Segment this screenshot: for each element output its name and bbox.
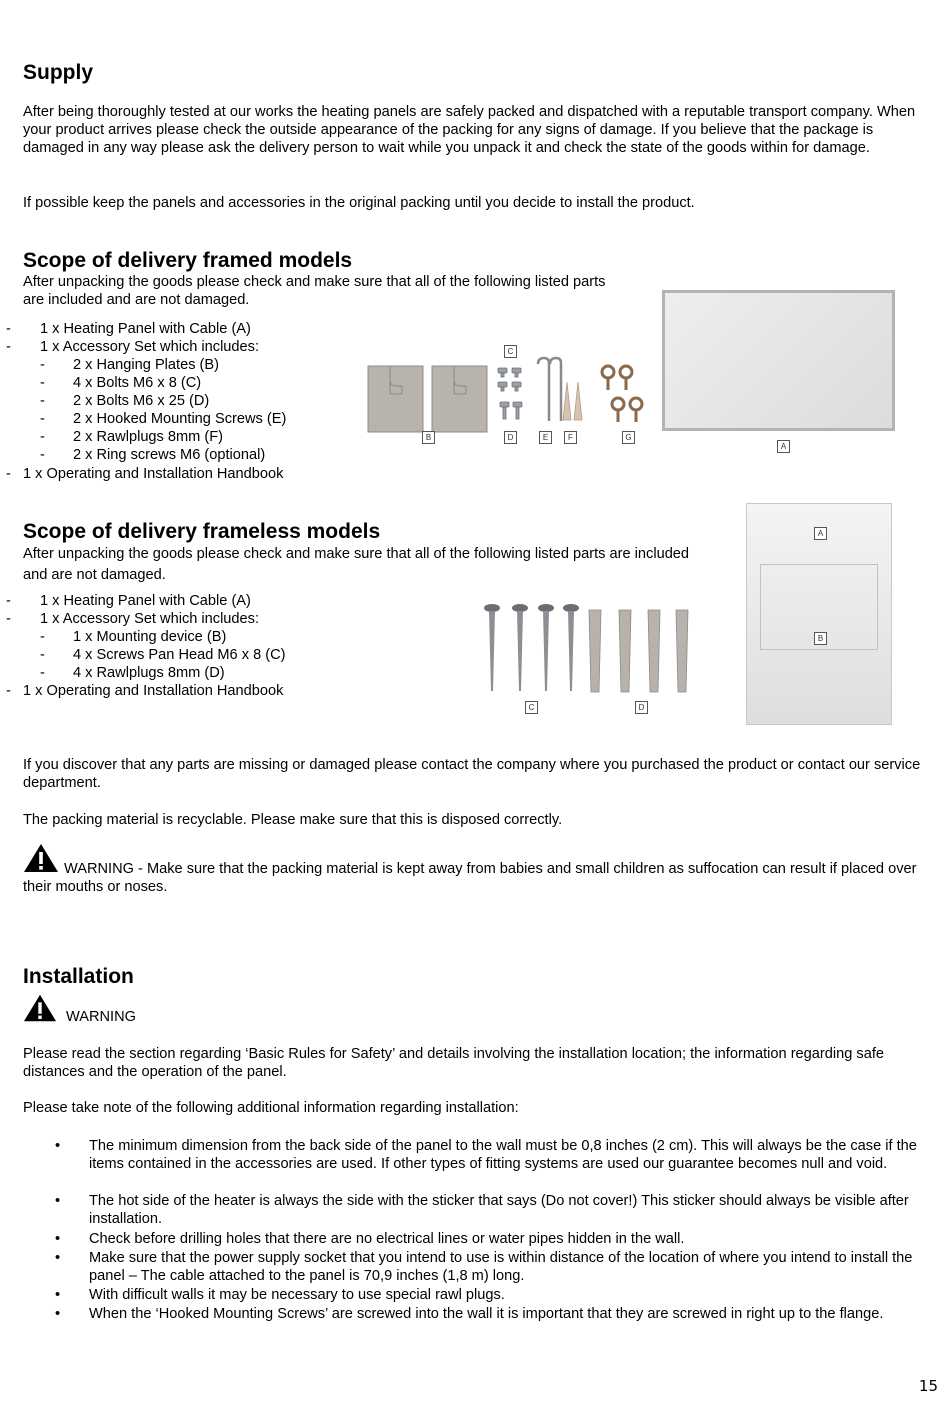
framed-intro: After unpacking the goods please check and make sure that all of the following listed parts are included and are not damaged. bbox=[23, 274, 606, 309]
missing-parts-paragraph: If you discover that any parts are missing or damaged please contact the company where you purchased the product or contact our service department. bbox=[23, 757, 921, 792]
rawlplug-image bbox=[563, 382, 571, 420]
bullet-item: • When the ‘Hooked Mounting Screws’ are screwed into the wall it is important that they are screwed in right up to the flange. bbox=[55, 1306, 884, 1322]
installation-warning-label: WARNING bbox=[66, 1009, 136, 1025]
supply-paragraph-keep: If possible keep the panels and accessories in the original packing until you decide to install the product. bbox=[23, 195, 695, 211]
hanging-plate-image bbox=[368, 366, 423, 432]
warning-triangle-icon bbox=[23, 993, 57, 1023]
part-label: A bbox=[777, 440, 790, 453]
part-label: B bbox=[422, 431, 435, 444]
bullet-item: • The minimum dimension from the back side of the panel to the wall must be 0,8 inches (2 cm). This will always be the case if the items contained in the accessories are used. If other types of fitting systems are used our guarantee becomes null and void. bbox=[55, 1138, 917, 1173]
supply-heading: Supply bbox=[23, 61, 94, 84]
recycle-paragraph: The packing material is recyclable. Please make sure that this is disposed correctly. bbox=[23, 812, 563, 828]
part-label: D bbox=[504, 431, 517, 444]
framed-heading: Scope of delivery framed models bbox=[23, 249, 353, 272]
framed-panel-image bbox=[662, 290, 895, 431]
part-label: D bbox=[635, 701, 648, 714]
bullet-item: • The hot side of the heater is always the side with the sticker that says (Do not cover!) This sticker should always be visible after installation. bbox=[55, 1193, 909, 1228]
ring-screw-image bbox=[602, 366, 642, 422]
hooked-screw-image bbox=[550, 358, 561, 421]
hooked-screw-image bbox=[538, 358, 549, 421]
warning-paragraph: WARNING - Make sure that the packing material is kept away from babies and small children as suffocation can result if placed over their mouths or noses. bbox=[23, 861, 917, 896]
part-label: B bbox=[814, 632, 827, 645]
part-label: G bbox=[622, 431, 635, 444]
part-label: F bbox=[564, 431, 577, 444]
part-label: E bbox=[539, 431, 552, 444]
frameless-intro: After unpacking the goods please check and make sure that all of the following listed parts are included and are not damaged. bbox=[23, 546, 690, 583]
pan-head-screw-image bbox=[484, 604, 579, 691]
part-label: C bbox=[504, 345, 517, 358]
bullet-item: • Make sure that the power supply socket that you intend to use is within distance of the location of where you intend to install the panel – The cable attached to the panel is 70,9 inches (1,8 m) long. bbox=[55, 1250, 913, 1285]
installation-paragraph: Please read the section regarding ‘Basic Rules for Safety’ and details involving the installation location; the information regarding safe distances and the operation of the panel. bbox=[23, 1046, 884, 1081]
bullet-item: • Check before drilling holes that there are no electrical lines or water pipes hidden in the wall. bbox=[55, 1231, 685, 1247]
bolt-image bbox=[498, 368, 522, 419]
installation-note: Please take note of the following additional information regarding installation: bbox=[23, 1100, 519, 1116]
rawlplug-image bbox=[589, 610, 688, 692]
bullet-item: • With difficult walls it may be necessary to use special rawl plugs. bbox=[55, 1287, 505, 1303]
part-label: C bbox=[525, 701, 538, 714]
rawlplug-image bbox=[574, 382, 582, 420]
page-number: 15 bbox=[918, 1377, 938, 1395]
supply-paragraph: After being thoroughly tested at our works the heating panels are safely packed and dispatched with a reputable transport company. When your product arrives please check the outside appearance of the packing for any signs of damage. If you believe that the package is damaged in any way please ask the delivery person to wait while you unpack it and check the state of the goods within for damage. bbox=[23, 104, 916, 157]
hanging-plate-image bbox=[432, 366, 487, 432]
frameless-heading: Scope of delivery frameless models bbox=[23, 520, 381, 543]
part-label: A bbox=[814, 527, 827, 540]
installation-heading: Installation bbox=[23, 965, 134, 988]
frameless-accessories-image bbox=[478, 600, 703, 700]
